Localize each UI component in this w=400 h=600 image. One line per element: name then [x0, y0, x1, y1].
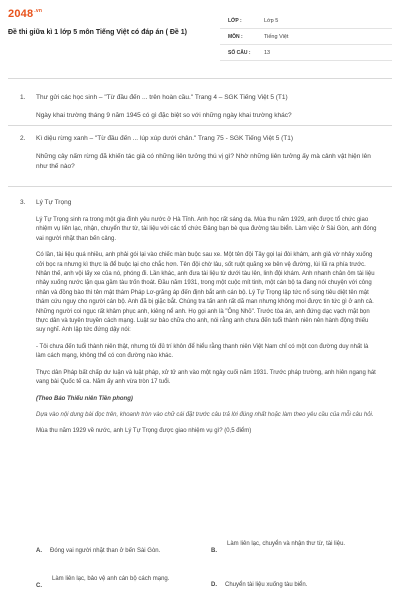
question-2: [20, 134, 380, 172]
divider: [8, 78, 392, 79]
option-text: Chuyển tài liệu xuống tàu biển.: [225, 582, 308, 588]
question-sub: Ngày khai trường tháng 9 năm 1945 có gì đặc biệt so với những ngày khai trường khác?: [36, 112, 292, 119]
passage-paragraph: - Tôi chưa đến tuổi thành niên thật, nhưng tôi đủ trí khôn để hiểu rằng thanh niên Việt Nam chỉ có một con đường duy nhất là làm cách mạng, không thể có con đường nào khác.: [36, 343, 369, 360]
logo-suffix: .vn: [34, 8, 43, 15]
divider: [8, 186, 392, 187]
option-text: Làm liên lạc, chuyển và nhận thư từ, tài liệu.: [227, 541, 346, 547]
option-c[interactable]: [36, 575, 196, 589]
logo-main: 2048: [8, 8, 34, 20]
instruction-text: Dựa vào nội dung bài đọc trên, khoanh tròn vào chữ cái đặt trước câu trả lời đúng nhất hoặc làm theo yêu cầu của mỗi câu hỏi.: [36, 411, 374, 418]
option-d[interactable]: [211, 581, 376, 590]
passage-paragraph: Có lần, tài liệu quá nhiều, anh phải gói lại vào chiếc màn buộc sau xe. Một tên đội Tây gọi lại đòi khám, anh giả vờ nhảy xuống cởi bọc ra nhưng kì thực là để buộc lại cho chắc hơn. Tên đội chờ lâu, sốt ruột quăng xe bên vệ đường, lùi lũi ra phía trước. Nhân thế, anh vội lấy xe của nó, phóng đi. Lần khác, anh đưa tài liệu từ dưới tàu lên, linh đội khám. Anh nhanh chân ôm tài liệu nhảy xuống nước lặn qua gầm tàu trốn thoát. Đầu năm 1931, trong một cuộc mít tinh, một cán bộ ta đang nói chuyện với công nhân và đồng bào thì tên mật thám Pháp Lơ-grăng áp đến định bắt anh cán bộ. Lý Tự Trọng lập tức nổ súng tiêu diệt tên mật thám cứu nguy cho người cán bộ. Anh đã bị giặc bắt. Chúng tra tấn anh rất dã man nhưng không moi được tin tức gì ở anh cả. Những người coi ngục rất khâm phục anh, kiêng nể anh. Họ gọi anh là "Ông Nhỏ". Trước tòa án, anh đứng dạc vạch mặt bọn thực dân và tuyên truyền cách mạng. Luật sư bào chữa cho anh, nói rằng anh chưa đến tuổi thành niên nên hành động thiếu suy nghĩ. Anh lập tức đứng dậy nói:: [36, 252, 375, 334]
info-label: MÔN :: [228, 33, 243, 40]
sub-question: Mùa thu năm 1929 về nước, anh Lý Tự Trọng được giao nhiệm vụ gì? (0,5 điểm): [36, 428, 252, 435]
site-logo[interactable]: [8, 8, 42, 20]
option-letter: D.: [211, 582, 217, 588]
info-label: LỚP :: [228, 17, 242, 24]
exam-title: Đề thi giữa kì 1 lớp 5 môn Tiếng Việt có đáp án ( Đề 1): [8, 29, 187, 36]
question-text: Thư gửi các học sinh – "Từ đầu đến ... trên hoàn cầu." Trang 4 – SGK Tiếng Việt 5 (T1): [36, 94, 288, 101]
passage-title: Lý Tự Trọng: [36, 199, 72, 206]
passage-paragraph: Lý Tự Trọng sinh ra trong một gia đình yêu nước ở Hà Tĩnh. Anh học rất sáng dạ. Mùa thu năm 1929, anh được tổ chức giao nhiệm vụ liên lạc, nhận, chuyển thư từ, tài liệu với các tổ chức Đảng bạn bè qua đường tàu biển. Làm việc ở Sài Gòn, anh đóng vai người nhặt than bến cảng.: [36, 217, 377, 242]
passage-paragraph: Thực dân Pháp bất chấp dư luận và luật pháp, xử tử anh vào một ngày cuối năm 1931. Trước pháp trường, anh hiên ngang hát vang bài Quốc tế ca. Năm ấy anh vừa tròn 17 tuổi.: [36, 369, 376, 386]
question-sub: Những cây nấm rừng đã khiến tác giả có những liên tưởng thú vị gì? Nhờ những liên tưởng ấy mà cảnh vật hiện lên như thế nào?: [36, 153, 371, 170]
reading-passage: [36, 216, 378, 444]
question-3: [20, 198, 380, 208]
info-label: SỐ CÂU :: [228, 49, 251, 56]
question-1: [20, 93, 380, 121]
exam-info-table: [220, 13, 392, 61]
info-row-class: [220, 13, 392, 29]
option-text: Làm liên lạc, bảo vệ anh cán bộ cách mạng.: [52, 576, 170, 582]
option-letter: A.: [36, 548, 42, 554]
option-text: Đóng vai người nhặt than ở bến Sài Gòn.: [50, 548, 161, 554]
option-letter: C.: [36, 583, 42, 589]
question-number: 3.: [20, 199, 26, 206]
passage-source: (Theo Báo Thiếu niên Tiền phong): [36, 395, 133, 402]
header: [0, 0, 400, 66]
question-number: 1.: [20, 94, 26, 101]
answer-options: [36, 537, 378, 597]
info-row-count: [220, 45, 392, 61]
info-row-subject: [220, 29, 392, 45]
option-a[interactable]: [36, 547, 196, 556]
question-text: Kì diệu rừng xanh – "Từ đầu đến ... lúp xúp dưới chân." Trang 75 - SGK Tiếng Việt 5 (T1): [36, 135, 294, 142]
info-value: Tiếng Việt: [264, 33, 289, 40]
info-value: 13: [264, 49, 271, 56]
question-number: 2.: [20, 135, 26, 142]
info-value: Lớp 5: [264, 17, 279, 24]
divider: [8, 125, 392, 126]
option-b[interactable]: [211, 540, 376, 554]
option-letter: B.: [211, 548, 217, 554]
